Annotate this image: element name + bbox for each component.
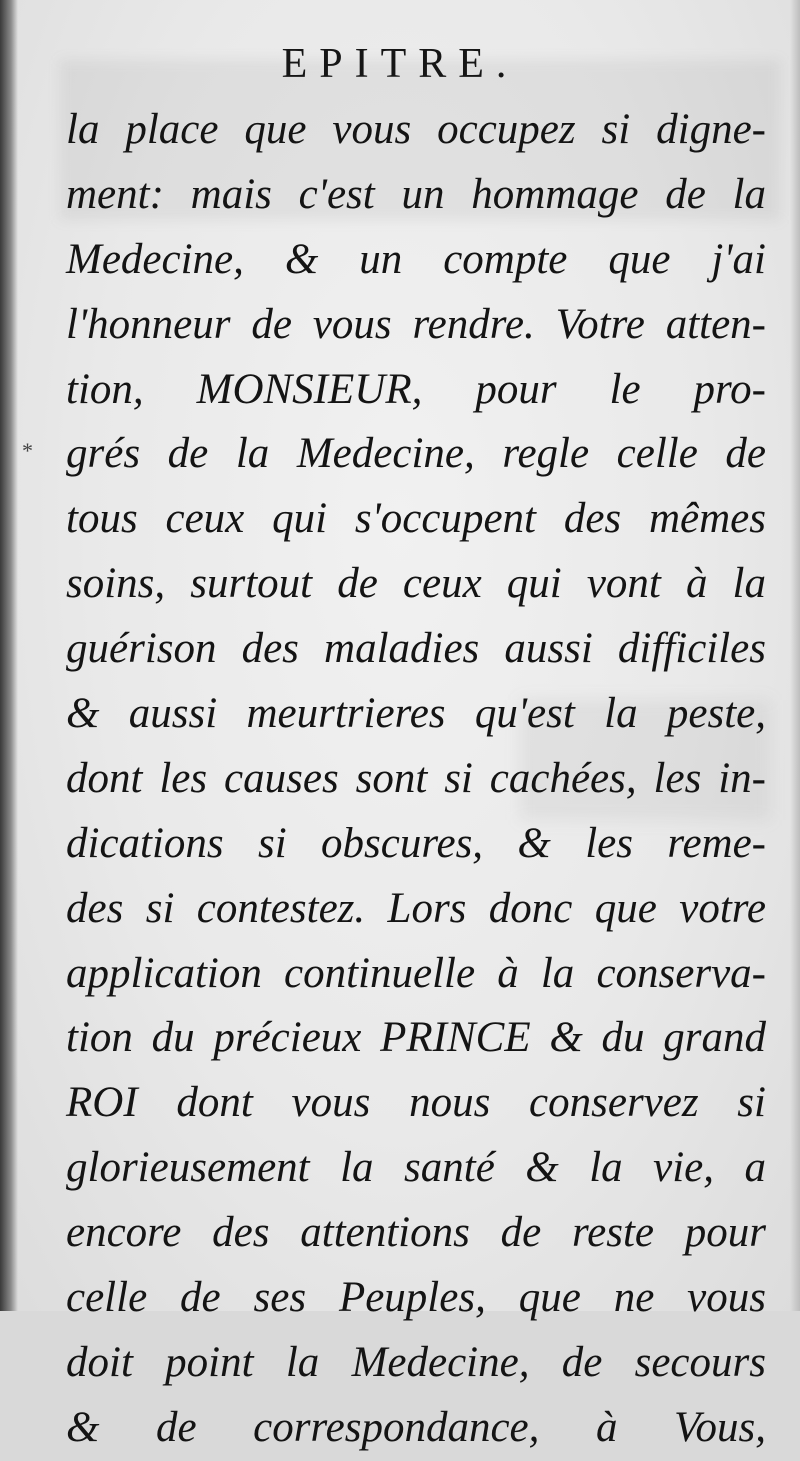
text-line: ment: mais c'est un hommage de la [66,170,766,218]
margin-mark: * [22,438,33,463]
text-line: guérison des maladies aussi difficiles [66,625,766,673]
page-binding-shadow [0,0,18,1311]
text-line: ROI dont vous nous conservez si [66,1079,766,1127]
text-line: Medecine, & un compte que j'ai [66,235,766,283]
page-edge [790,0,800,1311]
text-line: encore des attentions de reste pour [66,1209,766,1257]
text-line: & aussi meurtrieres qu'est la peste, [66,690,766,738]
text-line: grés de la Medecine, regle celle de [66,430,766,478]
text-line: tion, MONSIEUR, pour le pro- [66,365,766,413]
text-line: & de correspondance, à Vous, [66,1403,766,1451]
text-line: des si contestez. Lors donc que votre [66,884,766,932]
text-line: soins, surtout de ceux qui vont à la [66,560,766,608]
text-line: la place que vous occupez si digne- [66,106,766,153]
text-line: dont les causes sont si cachées, les in- [66,754,766,802]
body-text [66,98,766,1461]
text-line: dications si obscures, & les reme- [66,819,766,867]
running-head: EPITRE. [281,41,519,87]
text-line: tous ceux qui s'occupent des mêmes [66,495,766,543]
text-line: celle de ses Peuples, que ne vous [66,1274,766,1322]
text-line: doit point la Medecine, de secours [66,1338,766,1386]
text-line: tion du précieux PRINCE & du grand [66,1014,766,1062]
text-line: application continuelle à la conserva- [66,949,766,997]
text-line: glorieusement la santé & la vie, a [66,1144,766,1192]
text-line: l'honneur de vous rendre. Votre atten- [66,300,766,348]
